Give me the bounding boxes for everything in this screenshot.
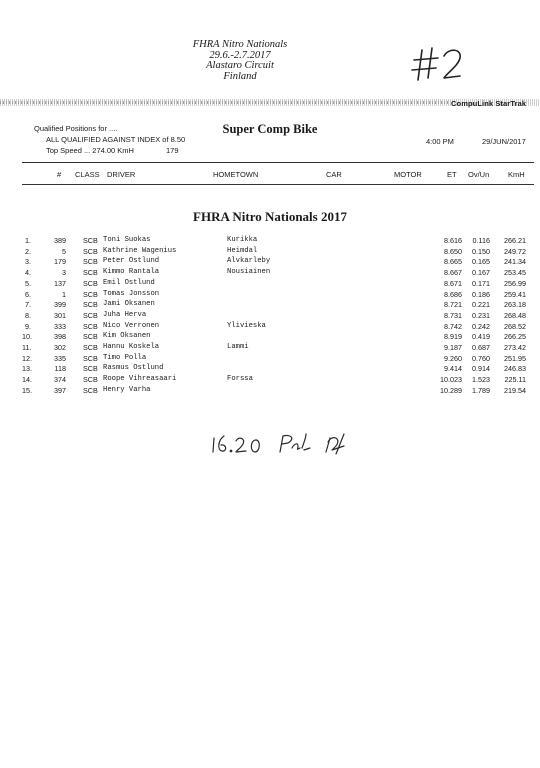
row-car-number: 389 [54, 236, 66, 245]
row-hometown: Forssa [227, 375, 253, 384]
row-driver: Toni Suokas [103, 236, 151, 244]
row-hometown: Nousiainen [227, 268, 271, 277]
row-car-number: 374 [54, 375, 66, 385]
row-car-number: 397 [54, 385, 66, 395]
row-position: 14. [22, 375, 32, 385]
row-driver: Roope Vihreasaari [103, 375, 177, 384]
row-car-number: 333 [54, 321, 66, 331]
row-car-number: 302 [54, 343, 66, 352]
row-car-number: 118 [54, 364, 66, 374]
row-driver: Kathrine Wagenius [103, 246, 177, 255]
row-ovun: 0.914 [472, 364, 490, 374]
table-row [0, 268, 540, 277]
row-et: 8.616 [444, 236, 462, 245]
row-position: 7. [25, 300, 31, 310]
table-row [0, 236, 540, 245]
row-ovun: 0.150 [472, 246, 490, 256]
vendor-label: CompuLink StarTrak [451, 99, 527, 108]
row-kmh: 266.21 [504, 236, 526, 245]
table-row [0, 332, 540, 341]
row-position: 15. [22, 385, 32, 395]
handwritten-number-mark [408, 44, 468, 84]
print-time: 4:00 PM [426, 137, 454, 146]
table-row [0, 311, 540, 320]
row-hometown: Lammi [227, 343, 249, 351]
row-position: 5. [25, 278, 31, 288]
table-row [0, 386, 540, 395]
row-position: 9. [25, 321, 31, 331]
table-row [0, 364, 540, 373]
row-class: SCB [83, 310, 98, 320]
class-title: Super Comp Bike [222, 122, 318, 136]
top-speed-car: 179 [166, 146, 179, 155]
row-kmh: 268.48 [504, 310, 526, 320]
row-class: SCB [83, 300, 98, 310]
table-row [0, 257, 540, 266]
row-position: 3. [25, 257, 31, 267]
row-class: SCB [83, 236, 98, 245]
row-position: 10. [22, 332, 32, 342]
qualified-label: Qualified Positions for .... [34, 124, 118, 133]
row-driver: Timo Polla [103, 353, 147, 362]
top-speed-line: Top Speed ... 274.00 KmH [46, 146, 134, 155]
table-row [0, 322, 540, 331]
row-kmh: 251.95 [504, 353, 526, 363]
row-driver: Rasmus Ostlund [103, 364, 164, 373]
col-header-hometown: HOMETOWN [213, 170, 259, 179]
row-position: 6. [25, 289, 31, 299]
row-ovun: 0.231 [472, 310, 490, 320]
row-driver: Tomas Jonsson [103, 289, 160, 298]
header-rule-bottom [22, 184, 534, 185]
table-row [0, 375, 540, 384]
row-car-number: 398 [54, 332, 66, 342]
row-hometown: Heimdal [227, 246, 258, 255]
row-hometown: Alvkarleby [227, 257, 271, 266]
row-et: 8.919 [444, 332, 462, 342]
row-position: 11. [22, 343, 32, 352]
col-header-class: CLASS [75, 170, 100, 179]
row-class: SCB [83, 289, 98, 299]
row-et: 10.289 [440, 385, 462, 395]
row-class: SCB [83, 353, 98, 363]
col-header-ovun: Ov/Un [468, 170, 490, 179]
row-position: 1. [25, 236, 31, 245]
row-ovun: 0.165 [472, 257, 490, 267]
row-position: 13. [22, 364, 32, 374]
row-ovun: 1.789 [472, 385, 490, 395]
row-et: 8.665 [444, 257, 462, 267]
results-title: FHRA Nitro Nationals 2017 [193, 209, 347, 224]
row-ovun: 0.221 [472, 300, 490, 310]
row-position: 4. [25, 268, 31, 278]
table-row [0, 247, 540, 256]
row-et: 9.414 [444, 364, 462, 374]
row-kmh: 273.42 [504, 343, 526, 352]
row-ovun: 0.760 [472, 353, 490, 363]
row-kmh: 249.72 [504, 246, 526, 256]
row-driver: Hannu Koskela [103, 343, 160, 351]
row-et: 9.260 [444, 353, 462, 363]
row-ovun: 0.687 [472, 343, 490, 352]
event-country: Finland [223, 70, 257, 82]
index-line: ALL QUALIFIED AGAINST INDEX of 8.50 [46, 135, 186, 144]
row-ovun: 0.419 [472, 332, 490, 342]
row-ovun: 0.242 [472, 321, 490, 331]
row-ovun: 0.171 [472, 278, 490, 288]
event-dates: 29.6.-2.7.2017 [209, 49, 271, 61]
col-header-kmh: KmH [508, 170, 525, 179]
row-car-number: 399 [54, 300, 66, 310]
row-class: SCB [83, 364, 98, 374]
row-car-number: 3 [62, 268, 66, 278]
row-car-number: 301 [54, 310, 66, 320]
row-kmh: 241.34 [504, 257, 526, 267]
row-driver: Kimmo Rantala [103, 268, 160, 277]
row-class: SCB [83, 385, 98, 395]
row-driver: Kim Oksanen [103, 332, 151, 341]
row-car-number: 5 [62, 246, 66, 256]
row-car-number: 137 [54, 278, 66, 288]
handwritten-signature [208, 428, 368, 460]
row-et: 8.721 [444, 300, 462, 310]
row-ovun: 1.523 [472, 375, 490, 385]
row-kmh: 253.45 [504, 268, 526, 278]
row-et: 8.686 [444, 289, 462, 299]
row-driver: Nico Verronen [103, 321, 160, 330]
table-row [0, 279, 540, 288]
col-header-pos: # [57, 170, 62, 179]
row-kmh: 268.52 [504, 321, 526, 331]
row-class: SCB [83, 268, 98, 278]
row-hometown: Ylivieska [227, 321, 266, 330]
row-ovun: 0.116 [472, 236, 490, 245]
table-row [0, 354, 540, 363]
row-et: 8.667 [444, 268, 462, 278]
row-hometown: Kurikka [227, 236, 258, 244]
row-driver: Jami Oksanen [103, 300, 155, 309]
row-driver: Henry Varha [103, 385, 151, 394]
row-class: SCB [83, 332, 98, 342]
row-et: 10.023 [440, 375, 462, 385]
row-kmh: 219.54 [504, 385, 526, 395]
row-et: 8.650 [444, 246, 462, 256]
row-kmh: 263.18 [504, 300, 526, 310]
event-circuit: Alastaro Circuit [206, 60, 274, 72]
row-kmh: 256.99 [504, 278, 526, 288]
row-kmh: 246.83 [504, 364, 526, 374]
row-driver: Juha Herva [103, 310, 147, 319]
row-driver: Peter Ostlund [103, 257, 160, 266]
row-car-number: 1 [62, 289, 66, 299]
table-row [0, 290, 540, 299]
row-class: SCB [83, 321, 98, 331]
row-et: 8.731 [444, 310, 462, 320]
row-position: 2. [25, 246, 31, 256]
row-class: SCB [83, 278, 98, 288]
event-name: FHRA Nitro Nationals [192, 39, 288, 50]
row-et: 8.742 [444, 321, 462, 331]
col-header-car: CAR [326, 170, 342, 179]
row-class: SCB [83, 257, 98, 267]
col-header-driver: DRIVER [107, 170, 136, 179]
row-class: SCB [83, 343, 98, 352]
row-et: 9.187 [444, 343, 462, 352]
row-class: SCB [83, 375, 98, 385]
print-date: 29/JUN/2017 [482, 137, 526, 146]
row-class: SCB [83, 246, 98, 256]
row-ovun: 0.186 [472, 289, 490, 299]
table-row [0, 343, 540, 352]
row-car-number: 335 [54, 353, 66, 363]
row-kmh: 225.11 [504, 375, 526, 385]
col-header-motor: MOTOR [394, 170, 422, 179]
row-et: 8.671 [444, 278, 462, 288]
row-ovun: 0.167 [472, 268, 490, 278]
row-driver: Emil Ostlund [103, 278, 155, 287]
header-rule-top [22, 162, 534, 163]
row-position: 12. [22, 353, 32, 363]
row-kmh: 259.41 [504, 289, 526, 299]
row-position: 8. [25, 310, 31, 320]
row-car-number: 179 [54, 257, 66, 267]
row-kmh: 266.25 [504, 332, 526, 342]
table-row [0, 300, 540, 309]
col-header-et: ET [447, 170, 457, 179]
